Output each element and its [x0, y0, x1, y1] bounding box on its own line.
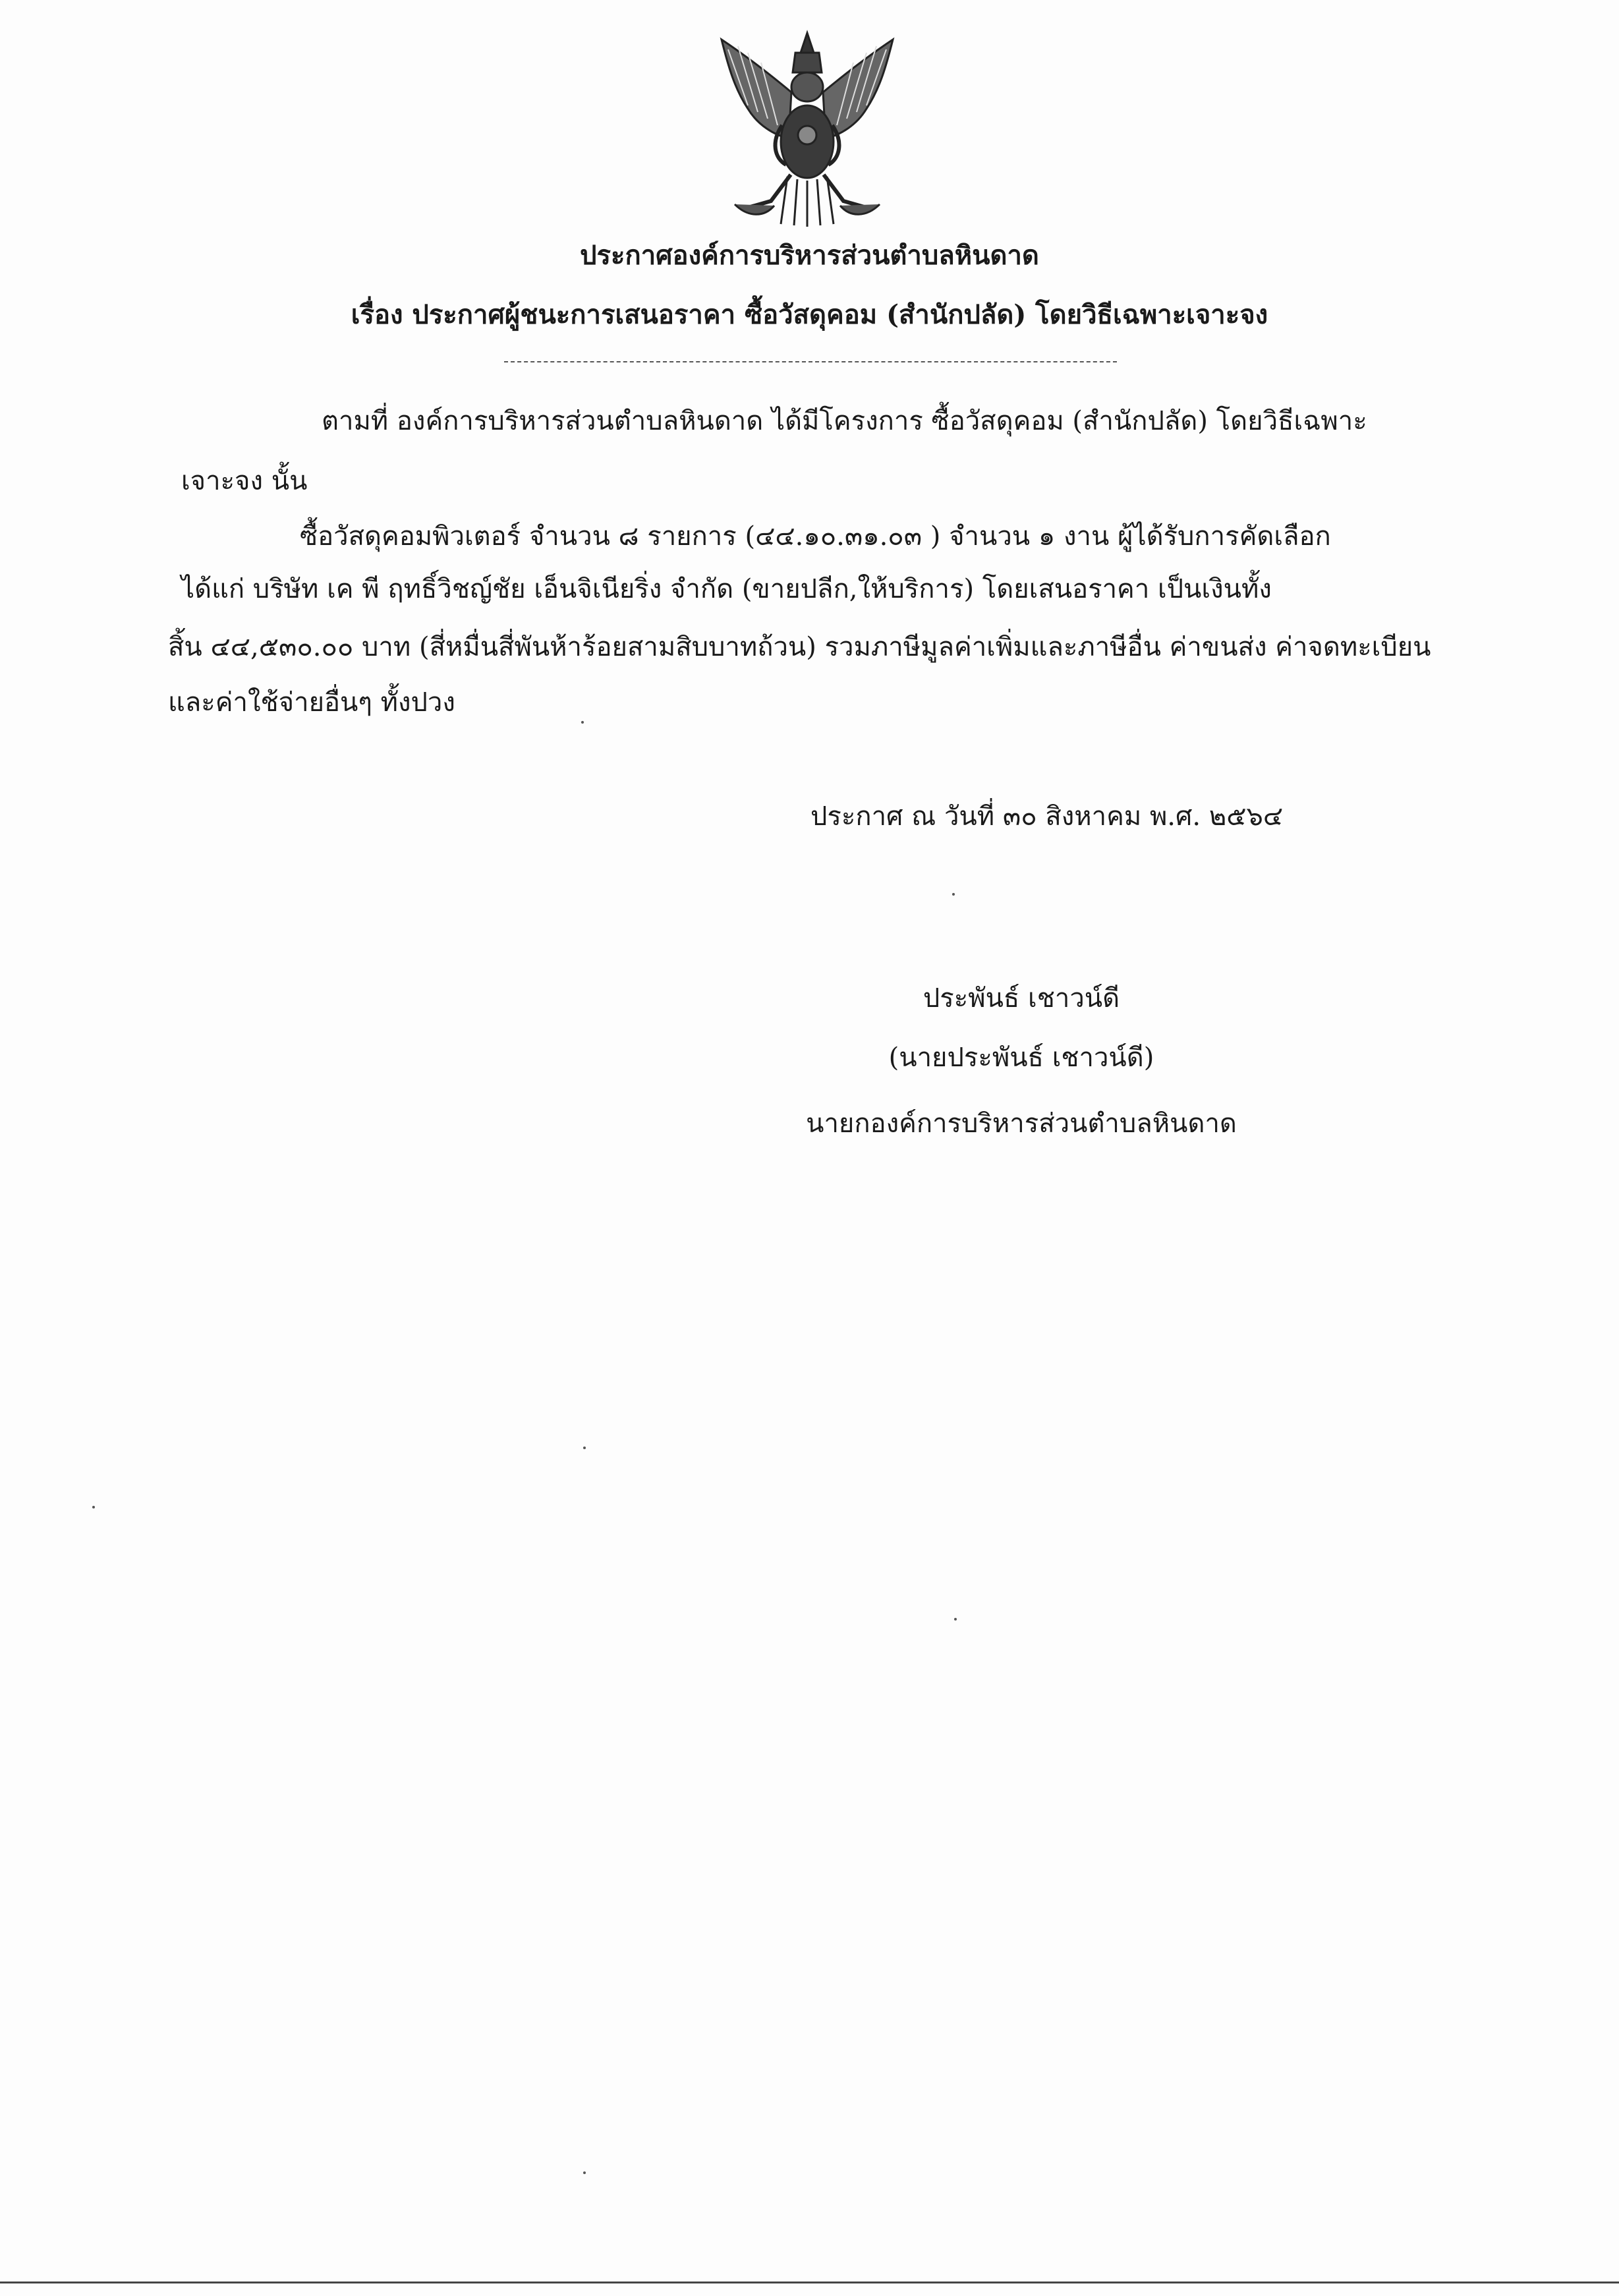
- dashed-divider: [504, 361, 1117, 362]
- document-subject: เรื่อง ประกาศผู้ชนะการเสนอราคา ซื้อวัสดุคอม (สำนักปลัด) โดยวิธีเฉพาะเจาะจง: [351, 299, 1268, 330]
- paragraph-2-line-3: สิ้น ๔๔,๕๓๐.๐๐ บาท (สี่หมื่นสี่พันห้าร้อยสามสิบบาทถ้วน) รวมภาษีมูลค่าเพิ่มและภาษีอื่น ค่าขนส่ง ค่าจดทะเบียน: [168, 632, 1431, 662]
- paragraph-1-line-2: เจาะจง นั้น: [181, 466, 308, 496]
- scan-speck: [581, 721, 584, 724]
- page-bottom-edge: [0, 2282, 1619, 2283]
- signer-printed-name: (นายประพันธ์ เชาวน์ดี): [888, 1043, 1154, 1073]
- announcement-date: ประกาศ ณ วันที่ ๓๐ สิงหาคม พ.ศ. ๒๕๖๔: [810, 801, 1284, 832]
- paragraph-2-line-1: ซื้อวัสดุคอมพิวเตอร์ จำนวน ๘ รายการ (๔๔.๑๐.๓๑.๐๓ ) จำนวน ๑ งาน ผู้ได้รับการคัดเลือก: [300, 521, 1331, 552]
- signer-position: นายกองค์การบริหารส่วนตำบลหินดาด: [806, 1108, 1237, 1139]
- scan-speck: [952, 893, 955, 896]
- paragraph-2-line-4: และค่าใช้จ่ายอื่นๆ ทั้งปวง: [168, 687, 455, 718]
- paragraph-2-line-2: ได้แก่ บริษัท เค พี ฤทธิ์วิชญ์ชัย เอ็นจิเนียริ่ง จำกัด (ขายปลีก,ให้บริการ) โดยเสนอราคา เป็นเงินทั้ง: [181, 574, 1272, 604]
- scan-speck: [583, 1447, 586, 1449]
- scan-speck: [954, 1618, 957, 1621]
- paragraph-1-line-1: ตามที่ องค์การบริหารส่วนตำบลหินดาด ได้มีโครงการ ซื้อวัสดุคอม (สำนักปลัด) โดยวิธีเฉพาะ: [322, 406, 1367, 436]
- signature-name: ประพันธ์ เชาวน์ดี: [923, 983, 1120, 1014]
- garuda-emblem-icon: [708, 26, 906, 227]
- document-title: ประกาศองค์การบริหารส่วนตำบลหินดาด: [580, 240, 1039, 271]
- scan-speck: [92, 1506, 95, 1508]
- scan-speck: [583, 2171, 586, 2174]
